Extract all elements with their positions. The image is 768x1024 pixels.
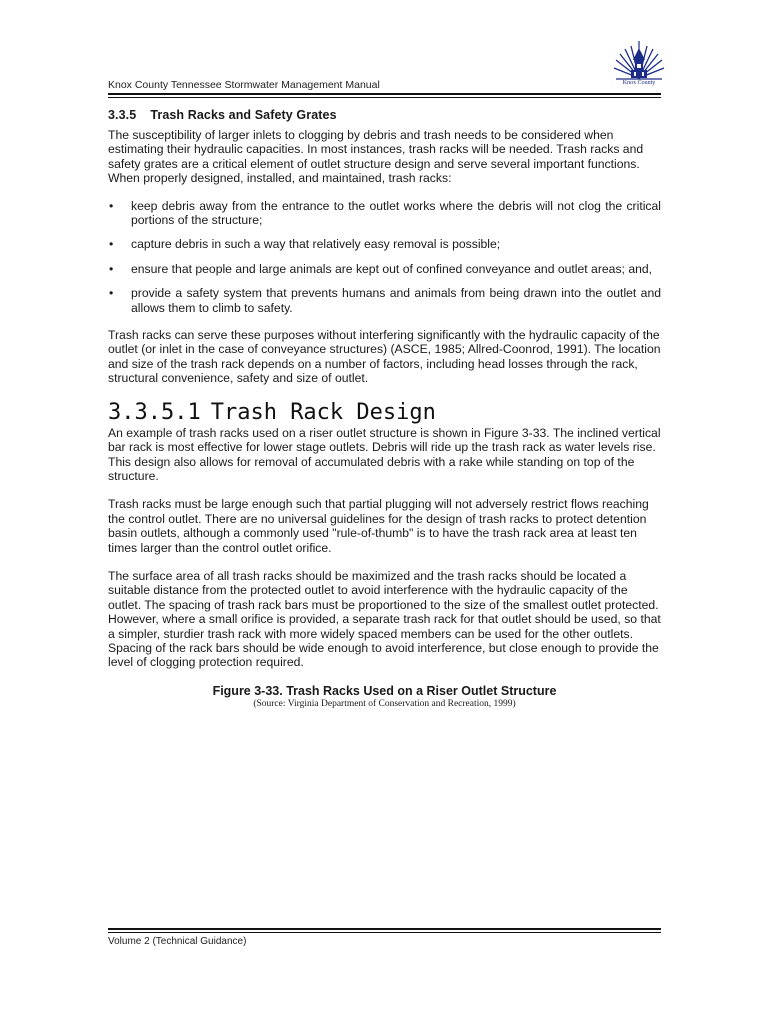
list-item-text: provide a safety system that prevents humans and animals from being drawn into the outlet and allows them to climb to safety.	[131, 286, 661, 315]
list-item-text: keep debris away from the entrance to the outlet works where the debris will not clog the critical portions of the structure;	[131, 198, 661, 228]
footer-rule	[108, 928, 661, 930]
subsection-title: Trash Rack Design	[210, 399, 436, 425]
list-item	[108, 237, 661, 251]
paragraph: An example of trash racks used on a riser outlet structure is shown in Figure 3-33. The inclined vertical bar rack is most effective for lower stage outlets. Debris will ride up the trash rack as water levels rise. This design also allows for removal of accumulated debris with a rake while standing on top of the structure.	[108, 425, 661, 483]
manual-title: Knox County Tennessee Stormwater Management Manual	[108, 79, 380, 91]
section-title: Trash Racks and Safety Grates	[150, 108, 337, 122]
page-content	[108, 108, 661, 709]
bullet-icon: •	[109, 261, 114, 276]
subsection-number: 3.3.5.1	[108, 399, 201, 425]
logo-caption: Knox County	[622, 80, 656, 86]
figure-caption: Figure 3-33. Trash Racks Used on a Riser Outlet Structure	[212, 683, 557, 698]
function-list	[108, 199, 661, 315]
footer-rule-thin	[108, 932, 661, 933]
paragraph: Trash racks must be large enough such that partial plugging will not adversely restrict flows reaching the control outlet. There are no universal guidelines for the design of trash racks to protect detention basin outlets, although a commonly used "rule-of-thumb" is to have the trash rack area at least ten times larger than the control outlet orifice.	[108, 497, 649, 555]
paragraph: The surface area of all trash racks should be maximized and the trash racks should be located a suitable distance from the protected outlet to avoid interference with the hydraulic capacity of the outlet. The spacing of trash rack bars must be proportioned to the size of the smallest outlet protected. However, where a small orifice is provided, a separate trash rack for that outlet should be used, so that a simpler, sturdier trash rack with more widely spaced members can be used for the other outlets. Spacing of the rack bars should be wide enough to avoid interference, but close enough to provide the level of clogging protection required.	[108, 568, 661, 670]
figure-source: (Source: Virginia Department of Conservation and Recreation, 1999)	[253, 698, 516, 709]
footer-volume: Volume 2 (Technical Guidance)	[108, 936, 247, 947]
list-item-text: ensure that people and large animals are kept out of confined conveyance and outlet areas; and,	[131, 261, 653, 276]
subsection-heading	[108, 400, 661, 425]
header-rule	[108, 93, 661, 95]
knox-county-logo	[612, 40, 666, 92]
section-heading	[108, 108, 661, 122]
header-rule-thin	[108, 97, 661, 98]
bullet-icon: •	[109, 237, 114, 252]
section-number: 3.3.5	[108, 108, 137, 122]
bullet-icon: •	[109, 198, 114, 213]
list-item	[108, 286, 661, 315]
section-closing: Trash racks can serve these purposes without interfering significantly with the hydraulic capacity of the outlet (or inlet in the case of conveyance structures) (ASCE, 1985; Allred-Coonrod, 1991). The location and size of the trash rack depends on a number of factors, including head losses through the rack, structural convenience, safety and size of outlet.	[108, 328, 661, 386]
list-item-text: capture debris in such a way that relatively easy removal is possible;	[131, 237, 501, 252]
bullet-icon: •	[109, 286, 114, 301]
section-intro: The susceptibility of larger inlets to clogging by debris and trash needs to be considered when estimating their hydraulic capacities. In most instances, trash racks will be needed. Trash racks and safety grates are a critical element of outlet structure design and serve several important functions. When properly designed, installed, and maintained, trash racks:	[108, 128, 644, 186]
list-item	[108, 262, 661, 276]
list-item	[108, 199, 661, 228]
